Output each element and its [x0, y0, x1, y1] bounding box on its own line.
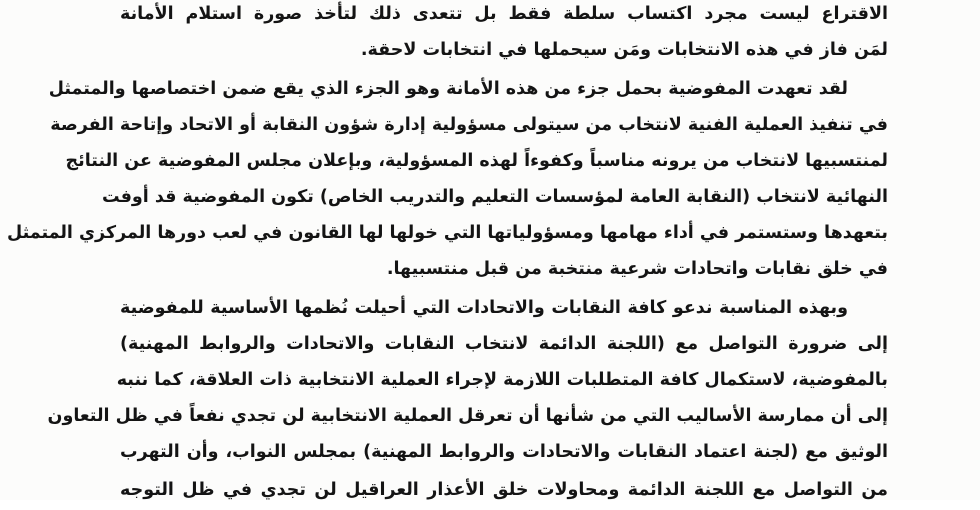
document-body [6, 0, 888, 500]
document-line: من التواصل مع اللجنة الدائمة ومحاولات خلق الأعذار العراقيل لن تجدي في ظل التوجه [120, 480, 888, 500]
document-line: إلى أن ممارسة الأساليب التي من شأنها أن تعرقل العملية الانتخابية لن تجدي نفعاً في ظل التعاون [47, 406, 888, 426]
document-line: في خلق نقابات واتحادات شرعية منتخبة من قبل منتسبيها. [386, 259, 888, 279]
document-line: لمنتسبيها لانتخاب من يرونه مناسباً وكفوءاً لهذه المسؤولية، وبإعلان مجلس المفوضية عن النتائج [65, 151, 888, 171]
document-line: بالمفوضية، لاستكمال كافة المتطلبات اللازمة لإجراء العملية الانتخابية ذات العلاقة، كما ننبه [116, 370, 888, 390]
document-line: لمَن فاز في هذه الانتخابات ومَن سيحملها في انتخابات لاحقة. [360, 40, 888, 60]
document-line: في تنفيذ العملية الفنية لانتخاب من سيتولى مسؤولية إدارة شؤون النقابة أو الاتحاد وإتاحة الفرصة [50, 115, 888, 135]
document-line: النهائية لانتخاب (النقابة العامة لمؤسسات التعليم والتدريب الخاص) تكون المفوضية قد أوفت [101, 187, 888, 207]
document-line: وبهذه المناسبة ندعو كافة النقابات والاتحادات التي أحيلت نُظمها الأساسية للمفوضية [120, 298, 848, 318]
document-line: الوثيق مع (لجنة اعتماد النقابات والاتحادات والروابط المهنية) بمجلس النواب، وأن التهرب [120, 442, 888, 462]
document-line: الاقتراع ليست مجرد اكتساب سلطة فقط بل تتعدى ذلك لتأخذ صورة استلام الأمانة [120, 4, 888, 24]
document-line: بتعهدها وستستمر في أداء مهامها ومسؤولياتها التي خولها لها القانون في لعب دورها المركزي المتمثل [6, 223, 888, 243]
document-line: لقد تعهدت المفوضية بحمل جزء من هذه الأمانة وهو الجزء الذي يقع ضمن اختصاصها والمتمثل [48, 79, 848, 99]
document-line: إلى ضرورة التواصل مع (اللجنة الدائمة لانتخاب النقابات والاتحادات والروابط المهنية) [120, 334, 888, 354]
